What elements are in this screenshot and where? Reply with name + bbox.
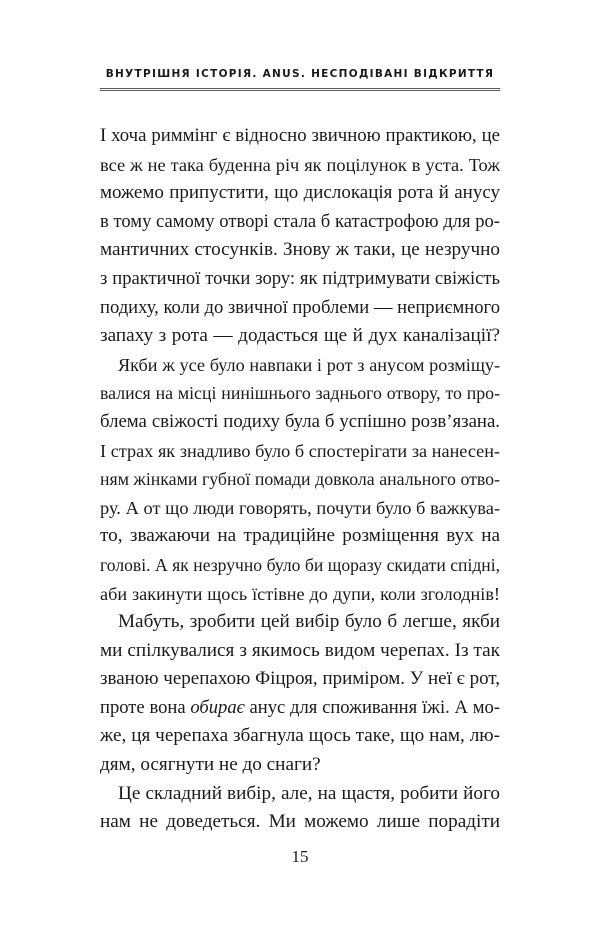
running-head: ВНУТРІШНЯ ІСТОРІЯ. ANUS. НЕСПОДІВАНІ ВІДКРИТТЯ bbox=[105, 68, 495, 80]
text-line: в тому самому отворі стала б катастрофою для ро- bbox=[100, 210, 500, 232]
text-line: можемо припустити, що дислокація рота й анусу bbox=[100, 182, 500, 204]
text-line: голові. А як незручно було би щоразу скидати спідні, bbox=[100, 554, 500, 575]
text-line: запаху з рота — додасться ще й дух каналізації? bbox=[100, 325, 500, 347]
text-line: Мабуть, зробити цей вибір було б легше, якби bbox=[118, 611, 500, 633]
text-line: ням жінками губної помади довкола анального отво- bbox=[100, 469, 500, 490]
text-line: Якби ж усе було навпаки і рот з анусом розміщу- bbox=[118, 354, 500, 375]
text-line: же, ця черепаха збагнула щось таке, що нам, лю- bbox=[100, 725, 500, 747]
text-line: дям, осягнути не до снаги? bbox=[100, 754, 321, 776]
text-line: нам не доведеться. Ми можемо лише порадіти bbox=[100, 811, 500, 833]
italic-emphasis: обирає bbox=[190, 696, 245, 718]
text-line: ру. А от що люди говорять, почути було б важкува- bbox=[100, 497, 500, 518]
text-line: званою черепахою Фіцроя, приміром. У неї є рот, bbox=[100, 668, 500, 690]
text-line: то, зважаючи на традиційне розміщення вух на bbox=[100, 525, 500, 547]
paragraph-3 bbox=[100, 608, 500, 780]
text-line: аби закинути щось їстівне до дупи, коли зголоднів! bbox=[100, 583, 500, 604]
text-line: блема свіжості подиху була б успішно розв’язана. bbox=[100, 410, 500, 432]
text-segment: проте вона bbox=[100, 696, 191, 718]
header-rule bbox=[100, 88, 500, 91]
paragraph-4 bbox=[100, 780, 500, 837]
paragraph-2 bbox=[100, 351, 500, 608]
text-line: ми спілкувалися з якимось видом черепах. Із так bbox=[100, 639, 500, 661]
text-line: мантичних стосунків. Знову ж таки, це незручно bbox=[100, 239, 500, 261]
text-segment: анус для споживання їжі. А мо- bbox=[244, 696, 500, 718]
text-line: подиху, коли до звичної проблеми — неприємного bbox=[100, 296, 500, 318]
body-text bbox=[100, 122, 500, 837]
text-line: все ж не така буденна річ як поцілунок в уста. Тож bbox=[100, 154, 500, 175]
paragraph-1 bbox=[100, 122, 500, 351]
text-line: валися на місці нинішнього заднього отвору, то про- bbox=[100, 383, 500, 404]
text-line-with-italic bbox=[100, 694, 500, 723]
text-line: І хоча риммінг є відносно звичною практикою, це bbox=[100, 125, 500, 146]
text-line: Це складний вибір, але, на щастя, робити його bbox=[118, 782, 500, 804]
page-number: 15 bbox=[291, 847, 309, 866]
text-line: І страх як знадливо було б спостерігати за нанесен- bbox=[100, 440, 500, 461]
text-line: з практичної точки зору: як підтримувати свіжість bbox=[100, 267, 500, 289]
